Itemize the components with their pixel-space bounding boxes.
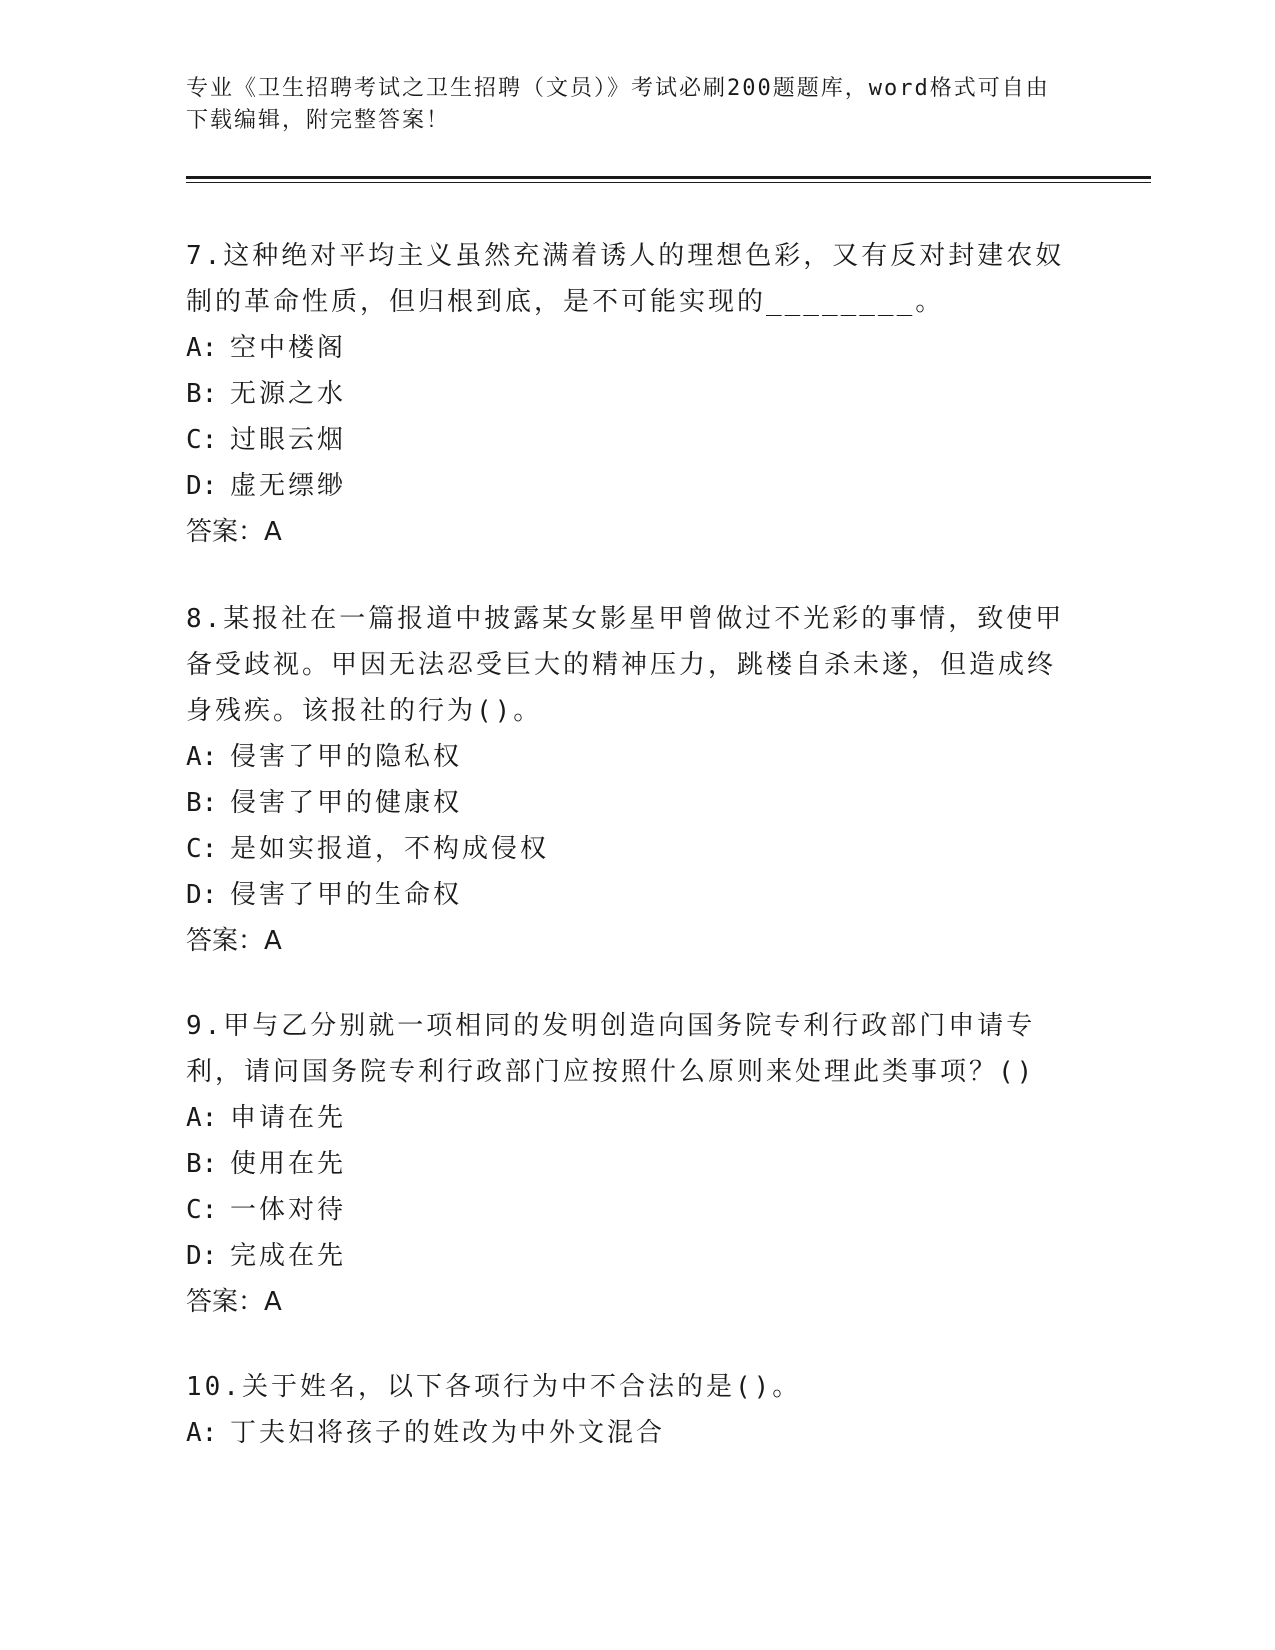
question-8	[186, 596, 1066, 964]
option-letter: D:	[186, 880, 218, 910]
question-10	[186, 1364, 1066, 1456]
option-d	[186, 463, 1066, 509]
header-divider-thick	[186, 176, 1151, 179]
option-c	[186, 1187, 1066, 1233]
option-letter: A:	[186, 333, 218, 363]
option-text: 使用在先	[230, 1149, 347, 1179]
question-stem: 8.某报社在一篇报道中披露某女影星甲曾做过不光彩的事情，致使甲备受歧视。甲因无法忍受巨大的精神压力，跳楼自杀未遂，但造成终身残疾。该报社的行为()。	[186, 604, 1065, 726]
option-text: 是如实报道，不构成侵权	[230, 834, 550, 864]
option-letter: C:	[186, 834, 218, 864]
option-text: 侵害了甲的生命权	[230, 880, 463, 910]
option-text: 一体对待	[230, 1195, 347, 1225]
option-b	[186, 780, 1066, 826]
answer-line: 答案：A	[186, 1287, 282, 1317]
option-text: 侵害了甲的健康权	[230, 788, 463, 818]
option-text: 丁夫妇将孩子的姓改为中外文混合	[230, 1418, 666, 1448]
option-letter: C:	[186, 1195, 218, 1225]
option-letter: B:	[186, 1149, 218, 1179]
option-b	[186, 371, 1066, 417]
option-a	[186, 734, 1066, 780]
answer-line: 答案：A	[186, 517, 282, 547]
option-text: 侵害了甲的隐私权	[230, 742, 463, 772]
option-letter: B:	[186, 788, 218, 818]
document-header: 专业《卫生招聘考试之卫生招聘（文员）》考试必刷200题题库，word格式可自由下载编辑，附完整答案！	[186, 76, 1050, 133]
option-text: 完成在先	[230, 1241, 347, 1271]
question-stem: 10.关于姓名，以下各项行为中不合法的是()。	[186, 1372, 802, 1402]
question-9	[186, 1003, 1066, 1325]
question-stem: 7.这种绝对平均主义虽然充满着诱人的理想色彩，又有反对封建农奴制的革命性质，但归根到底，是不可能实现的________。	[186, 241, 1065, 317]
option-a	[186, 325, 1066, 371]
option-text: 虚无缥缈	[230, 471, 347, 501]
option-b	[186, 1141, 1066, 1187]
option-letter: B:	[186, 379, 218, 409]
option-text: 过眼云烟	[230, 425, 347, 455]
option-c	[186, 417, 1066, 463]
header-divider-thin	[186, 182, 1151, 183]
option-letter: D:	[186, 471, 218, 501]
option-text: 无源之水	[230, 379, 347, 409]
question-7	[186, 233, 1066, 555]
option-a	[186, 1095, 1066, 1141]
option-letter: A:	[186, 1418, 218, 1448]
answer-line: 答案：A	[186, 926, 282, 956]
option-letter: A:	[186, 742, 218, 772]
question-stem: 9.甲与乙分别就一项相同的发明创造向国务院专利行政部门申请专利，请问国务院专利行政部门应按照什么原则来处理此类事项？()	[186, 1011, 1036, 1087]
option-d	[186, 1233, 1066, 1279]
option-letter: C:	[186, 425, 218, 455]
option-text: 空中楼阁	[230, 333, 347, 363]
option-letter: D:	[186, 1241, 218, 1271]
option-d	[186, 872, 1066, 918]
option-a	[186, 1410, 1066, 1456]
option-letter: A:	[186, 1103, 218, 1133]
option-text: 申请在先	[230, 1103, 347, 1133]
option-c	[186, 826, 1066, 872]
